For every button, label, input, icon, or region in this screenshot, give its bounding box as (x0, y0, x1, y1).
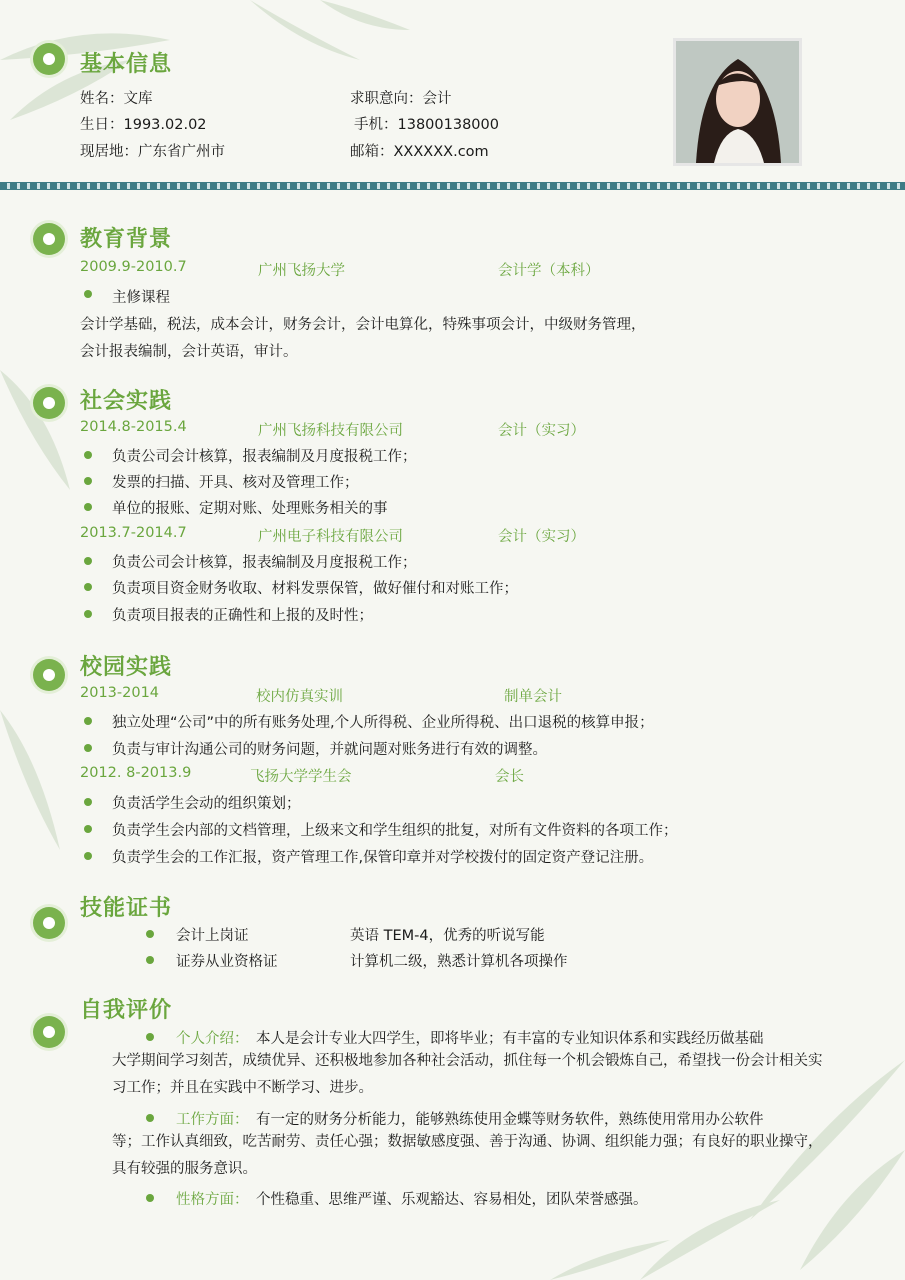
campus-2-item: 负责学生会内部的文档管理，上级来文和学生组织的批复，对所有文件资料的各项工作； (112, 823, 678, 839)
campus-2-org: 飞扬大学学生会 (250, 769, 352, 785)
section-title-basic: 基本信息 (80, 52, 173, 77)
social-1-role: 会计（实习） (498, 423, 585, 439)
social-1-company: 广州飞扬科技有限公司 (258, 423, 403, 439)
bullet-icon (84, 583, 92, 591)
location-field: 现居地：广东省广州市 (80, 144, 225, 160)
campus-1-org: 校内仿真实训 (256, 689, 343, 705)
section-title-campus: 校园实践 (80, 655, 173, 680)
social-2-item: 负责项目报表的正确性和上报的及时性； (112, 608, 373, 624)
skill-cert: 证券从业资格证 (176, 954, 278, 970)
bullet-icon (84, 717, 92, 725)
email-field: 邮箱：XXXXXX.com (350, 144, 489, 160)
campus-1-period: 2013-2014 (80, 685, 160, 701)
section-marker-basic (33, 43, 65, 75)
self-intro-text: 本人是会计专业大四学生，即将毕业；有丰富的专业知识体系和实践经历做基础 (256, 1031, 764, 1047)
section-marker-social (33, 387, 65, 419)
job-intent-field: 求职意向：会计 (350, 91, 452, 107)
campus-1-item: 独立处理“公司”中的所有账务处理,个人所得税、企业所得税、出口退税的核算申报； (112, 715, 654, 731)
campus-1-item: 负责与审计沟通公司的财务问题，并就问题对账务进行有效的调整。 (112, 742, 547, 758)
social-2-company: 广州电子科技有限公司 (258, 529, 403, 545)
personality-text: 个性稳重、思维严谨、乐观豁达、容易相处，团队荣誉感强。 (256, 1192, 648, 1208)
bullet-icon (84, 852, 92, 860)
bullet-icon (146, 1114, 154, 1122)
campus-2-item: 负责活学生会动的组织策划； (112, 796, 301, 812)
courses-line-2: 会计报表编制，会计英语，审计。 (80, 344, 298, 360)
section-marker-self (33, 1016, 65, 1048)
bullet-icon (84, 477, 92, 485)
bullet-icon (84, 825, 92, 833)
profile-photo (673, 38, 802, 166)
social-2-period: 2013.7-2014.7 (80, 525, 187, 541)
work-label: 工作方面： (176, 1112, 249, 1128)
self-intro-label: 个人介绍： (176, 1031, 249, 1047)
section-title-skills: 技能证书 (80, 896, 173, 921)
campus-2-period: 2012. 8-2013.9 (80, 765, 192, 781)
education-school: 广州飞扬大学 (258, 263, 345, 279)
campus-2-item: 负责学生会的工作汇报，资产管理工作,保管印章并对学校拨付的固定资产登记注册。 (112, 850, 654, 866)
section-title-education: 教育背景 (80, 227, 173, 252)
bullet-icon (84, 610, 92, 618)
birth-field: 生日：1993.02.02 (80, 117, 207, 133)
bullet-icon (146, 1033, 154, 1041)
section-marker-campus (33, 659, 65, 691)
social-2-role: 会计（实习） (498, 529, 585, 545)
bullet-icon (146, 930, 154, 938)
courses-line-1: 会计学基础，税法，成本会计，财务会计，会计电算化，特殊事项会计，中级财务管理， (80, 317, 646, 333)
social-1-item: 负责公司会计核算，报表编制及月度报税工作； (112, 449, 417, 465)
section-title-social: 社会实践 (80, 389, 173, 414)
course-label: 主修课程 (112, 290, 170, 306)
section-title-self: 自我评价 (80, 998, 173, 1023)
social-1-item: 单位的报账、定期对账、处理账务相关的事 (112, 501, 388, 517)
skill-detail: 计算机二级，熟悉计算机各项操作 (350, 954, 568, 970)
personality-label: 性格方面： (176, 1192, 249, 1208)
section-marker-education (33, 223, 65, 255)
campus-1-role: 制单会计 (504, 689, 562, 705)
bullet-icon (146, 956, 154, 964)
bullet-icon (146, 1194, 154, 1202)
social-2-item: 负责项目资金财务收取、材料发票保管，做好催付和对账工作； (112, 581, 518, 597)
bullet-icon (84, 503, 92, 511)
skill-cert: 会计上岗证 (176, 928, 249, 944)
education-period: 2009.9-2010.7 (80, 259, 187, 275)
bullet-icon (84, 451, 92, 459)
name-field: 姓名：文库 (80, 91, 153, 107)
bullet-icon (84, 557, 92, 565)
section-marker-skills (33, 907, 65, 939)
work-continued: 等；工作认真细致，吃苦耐劳、责任心强；数据敏感度强、善于沟通、协调、组织能力强；有良好的职业操守，具有较强的服务意识。 (112, 1134, 823, 1177)
phone-field: 手机：13800138000 (354, 117, 499, 133)
social-1-period: 2014.8-2015.4 (80, 419, 187, 435)
self-intro-continued: 大学期间学习刻苦，成绩优异、还积极地参加各种社会活动，抓住每一个机会锻炼自己，希望找一份会计相关实习工作；并且在实践中不断学习、进步。 (112, 1053, 823, 1096)
social-2-item: 负责公司会计核算，报表编制及月度报税工作； (112, 555, 417, 571)
bullet-icon (84, 798, 92, 806)
bamboo-decoration-left (0, 330, 90, 930)
bullet-icon (84, 744, 92, 752)
work-text: 有一定的财务分析能力，能够熟练使用金蝶等财务软件，熟练使用常用办公软件 (256, 1112, 764, 1128)
education-major: 会计学（本科） (498, 263, 600, 279)
bullet-icon (84, 290, 92, 298)
header-divider (0, 182, 905, 190)
skill-detail: 英语 TEM-4，优秀的听说写能 (350, 928, 545, 944)
social-1-item: 发票的扫描、开具、核对及管理工作； (112, 475, 359, 491)
campus-2-role: 会长 (495, 769, 524, 785)
